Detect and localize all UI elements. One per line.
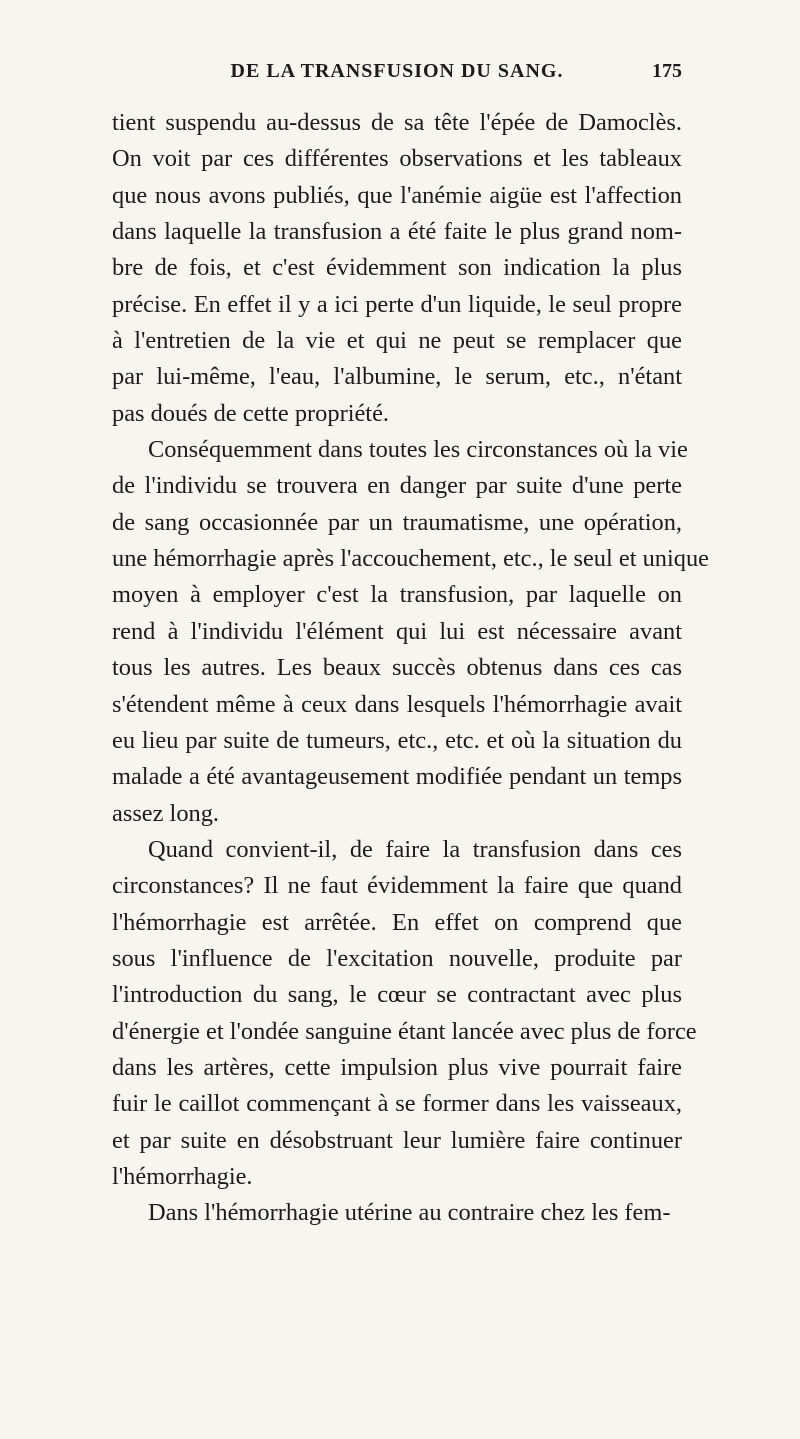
text-line: de l'individu se trouvera en danger par suite d'une perte <box>112 472 682 500</box>
paragraph <box>112 1195 682 1231</box>
text-line: assez long. <box>112 799 220 827</box>
text-line: dans laquelle la transfusion a été faite le plus grand nom- <box>112 218 682 246</box>
text-line: précise. En effet il y a ici perte d'un liquide, le seul propre <box>112 290 682 318</box>
text-line: une hémorrhagie après l'accouchement, etc., le seul et unique <box>112 545 709 573</box>
body-text <box>112 105 709 1232</box>
text-line: s'étendent même à ceux dans lesquels l'hémorrhagie avait <box>112 690 682 718</box>
text-line: que nous avons publiés, que l'anémie aigüe est l'affection <box>112 181 682 209</box>
page-number: 175 <box>652 60 682 82</box>
paragraph <box>112 832 697 1195</box>
text-line: tient suspendu au-dessus de sa tête l'épée de Damoclès. <box>112 109 682 136</box>
running-title: DE LA TRANSFUSION DU SANG. <box>230 60 564 82</box>
text-line: l'introduction du sang, le cœur se contractant avec plus <box>112 981 682 1009</box>
text-line: eu lieu par suite de tumeurs, etc., etc. et où la situation du <box>112 726 682 754</box>
text-line: dans les artères, cette impulsion plus vive pourrait faire <box>112 1053 682 1081</box>
text-line: et par suite en désobstruant leur lumière faire continuer <box>112 1126 682 1154</box>
text-line: moyen à employer c'est la transfusion, par laquelle on <box>112 581 682 609</box>
text-line: fuir le caillot commençant à se former dans les vaisseaux, <box>112 1090 682 1118</box>
text-line: Quand convient-il, de faire la transfusion dans ces <box>148 835 682 863</box>
text-line: bre de fois, et c'est évidemment son indication la plus <box>112 254 682 282</box>
text-line: Conséquemment dans toutes les circonstances où la vie <box>148 436 688 464</box>
text-line: tous les autres. Les beaux succès obtenus dans ces cas <box>112 654 682 682</box>
paragraph <box>112 105 682 432</box>
text-line: On voit par ces différentes observations et les tableaux <box>112 145 682 173</box>
text-line: de sang occasionnée par un traumatisme, une opération, <box>112 508 682 536</box>
text-line: sous l'influence de l'excitation nouvelle, produite par <box>112 944 682 972</box>
text-line: l'hémorrhagie. <box>112 1162 253 1190</box>
text-line: par lui-même, l'eau, l'albumine, le serum, etc., n'étant <box>112 363 682 391</box>
text-line: l'hémorrhagie est arrêtée. En effet on comprend que <box>112 908 682 936</box>
text-line: malade a été avantageusement modifiée pendant un temps <box>112 763 682 791</box>
paragraph <box>112 432 709 832</box>
text-line: rend à l'individu l'élément qui lui est nécessaire avant <box>112 617 682 645</box>
text-line: Dans l'hémorrhagie utérine au contraire chez les fem- <box>148 1199 671 1227</box>
text-line: à l'entretien de la vie et qui ne peut se remplacer que <box>112 327 682 355</box>
running-head <box>112 60 682 90</box>
text-line: circonstances? Il ne faut évidemment la faire que quand <box>112 872 682 900</box>
text-line: d'énergie et l'ondée sanguine étant lancée avec plus de force <box>112 1017 697 1045</box>
text-line: pas doués de cette propriété. <box>112 399 389 427</box>
